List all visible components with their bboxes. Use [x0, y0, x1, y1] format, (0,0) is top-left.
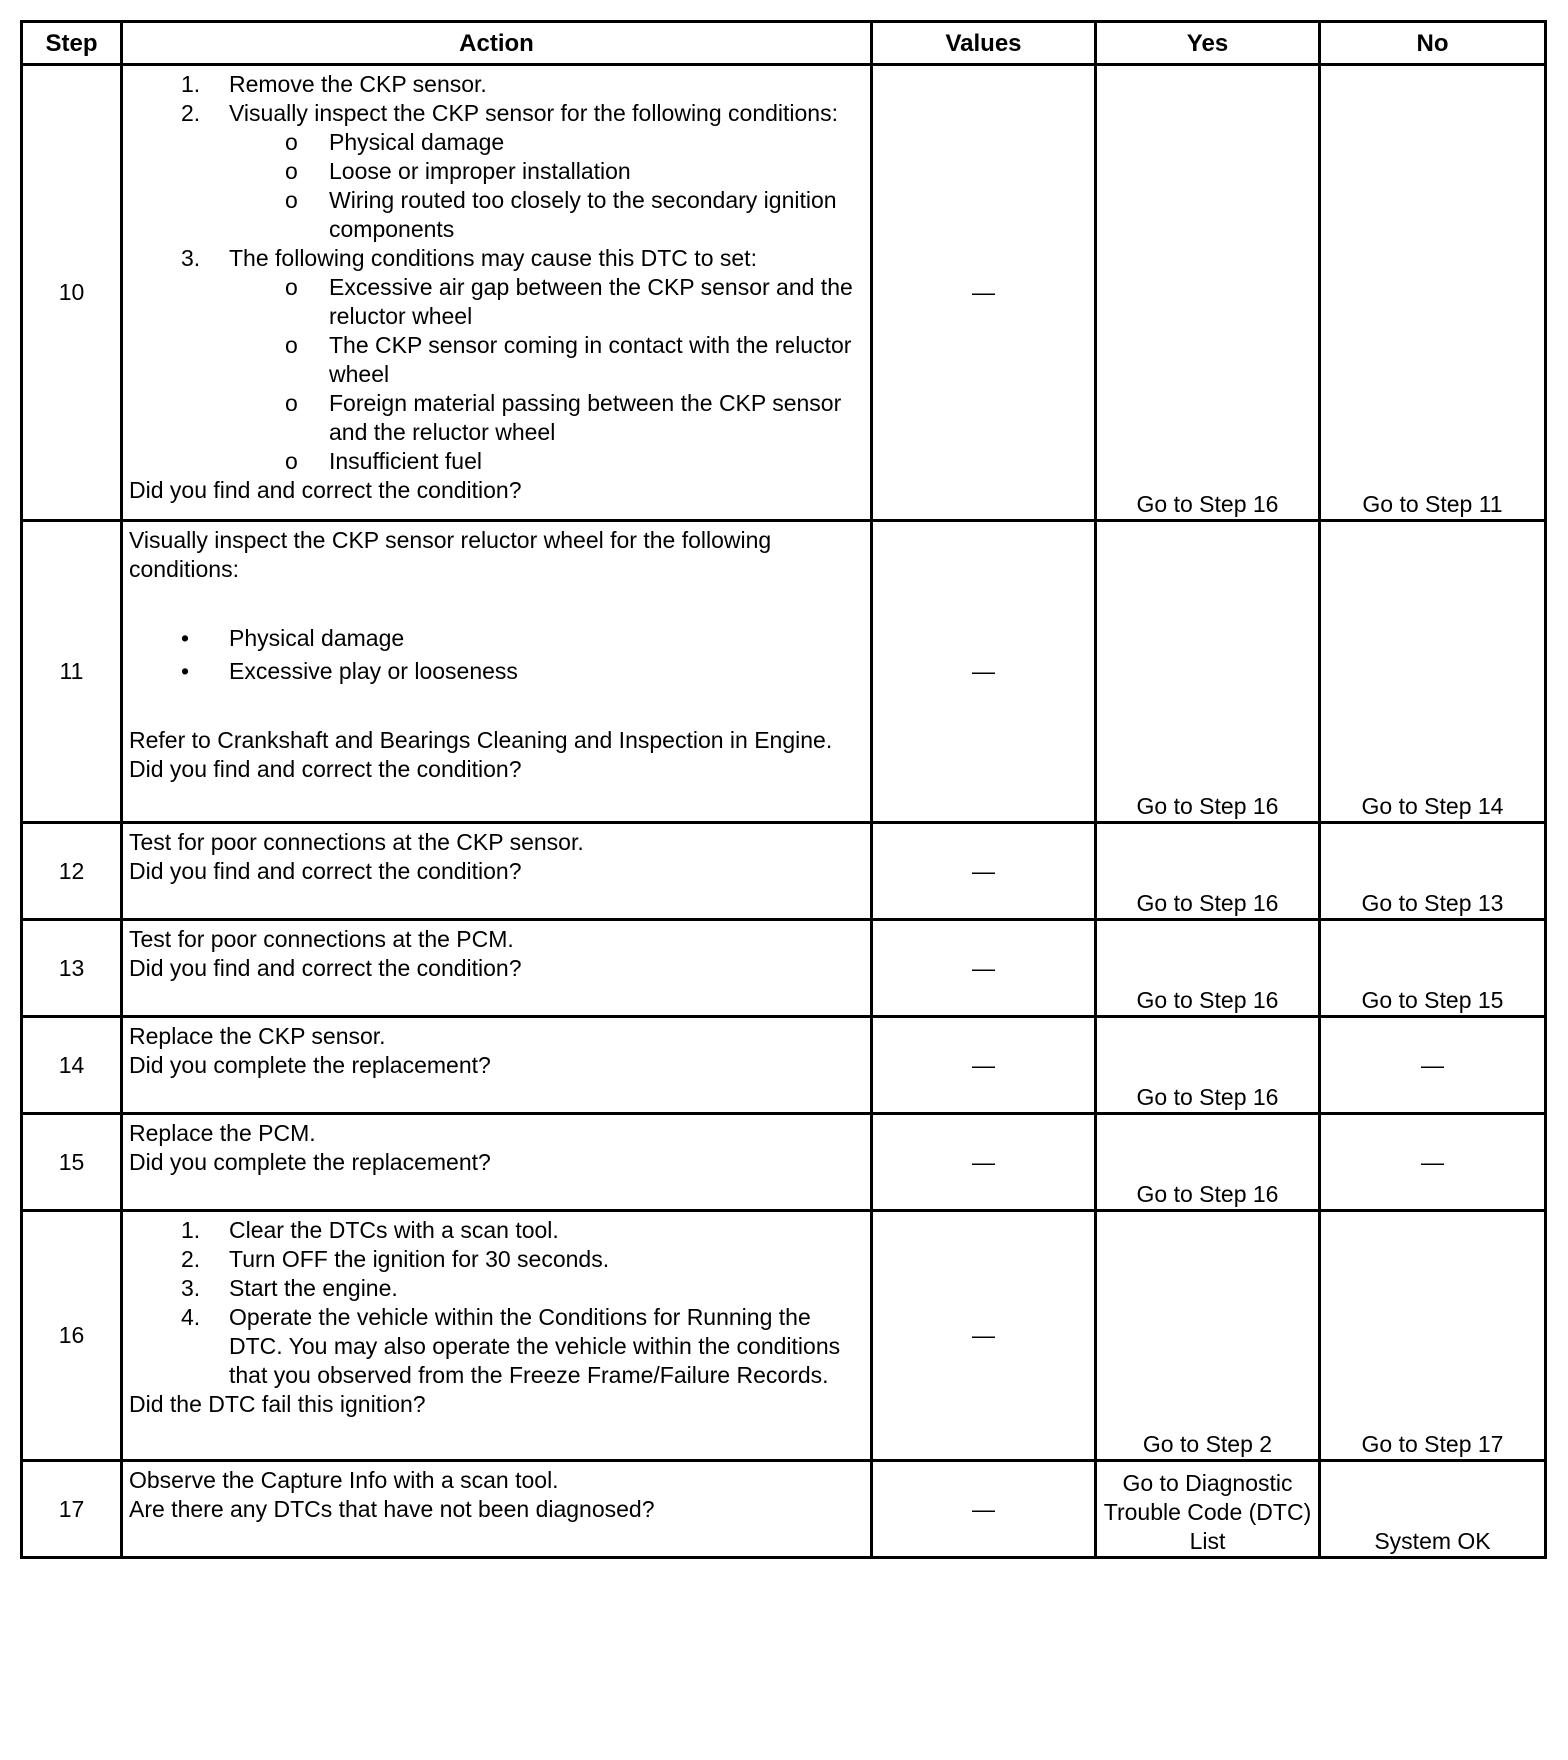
list-item — [129, 244, 864, 476]
sub-list — [229, 273, 864, 476]
list-text: Start the engine. — [229, 1275, 398, 1301]
yes-cell: Go to Step 16 — [1096, 65, 1320, 521]
list-item — [129, 624, 864, 653]
list-text: The CKP sensor coming in contact with the reluctor wheel — [329, 332, 852, 387]
numbered-list — [129, 70, 864, 476]
diagnostic-table — [20, 20, 1547, 1559]
list-number: 3. — [181, 1275, 201, 1301]
list-text: Wiring routed too closely to the secondary ignition components — [329, 187, 837, 242]
table-row — [22, 1461, 1546, 1558]
action-cell — [122, 521, 872, 823]
action-cell — [122, 1017, 872, 1114]
list-item — [129, 389, 864, 447]
values-cell: — — [872, 1017, 1096, 1114]
action-text: Test for poor connections at the PCM. — [129, 926, 514, 952]
circle-bullet-icon: o — [285, 187, 298, 213]
list-item — [129, 1245, 864, 1274]
list-item — [129, 70, 864, 99]
list-number: 2. — [181, 100, 201, 126]
list-text: Visually inspect the CKP sensor for the following conditions: — [229, 100, 838, 126]
list-item — [129, 1216, 864, 1245]
yes-cell: Go to Diagnostic Trouble Code (DTC) List — [1096, 1461, 1320, 1558]
action-text: Test for poor connections at the CKP sensor. — [129, 829, 584, 855]
question-text: Did you find and correct the condition? — [129, 858, 522, 884]
question-text: Are there any DTCs that have not been diagnosed? — [129, 1496, 655, 1522]
step-number: 17 — [22, 1461, 122, 1558]
list-text: Turn OFF the ignition for 30 seconds. — [229, 1246, 610, 1272]
list-item — [129, 128, 864, 157]
bullet-icon: • — [181, 625, 190, 651]
table-row — [22, 1114, 1546, 1211]
table-row — [22, 920, 1546, 1017]
no-cell: Go to Step 14 — [1320, 521, 1546, 823]
table-row — [22, 521, 1546, 823]
values-cell: — — [872, 823, 1096, 920]
list-text: Loose or improper installation — [329, 158, 631, 184]
yes-cell: Go to Step 16 — [1096, 521, 1320, 823]
list-number: 2. — [181, 1246, 201, 1272]
bullet-icon: • — [181, 658, 190, 684]
question-text: Did you find and correct the condition? — [129, 756, 522, 782]
header-action: Action — [122, 22, 872, 65]
list-item — [129, 157, 864, 186]
list-text: Physical damage — [229, 625, 405, 651]
list-item — [129, 1303, 864, 1390]
step-number: 10 — [22, 65, 122, 521]
action-text: Observe the Capture Info with a scan tool. — [129, 1467, 559, 1493]
yes-cell: Go to Step 16 — [1096, 1114, 1320, 1211]
step-number: 14 — [22, 1017, 122, 1114]
list-item — [129, 273, 864, 331]
action-cell — [122, 1114, 872, 1211]
action-cell — [122, 1461, 872, 1558]
yes-cell: Go to Step 16 — [1096, 920, 1320, 1017]
values-cell: — — [872, 1461, 1096, 1558]
list-text: Clear the DTCs with a scan tool. — [229, 1217, 559, 1243]
header-no: No — [1320, 22, 1546, 65]
numbered-list — [129, 1216, 864, 1390]
question-text: Did you complete the replacement? — [129, 1052, 491, 1078]
question-text: Did the DTC fail this ignition? — [129, 1391, 426, 1417]
values-cell: — — [872, 1114, 1096, 1211]
list-text: Foreign material passing between the CKP sensor and the reluctor wheel — [329, 390, 842, 445]
header-step: Step — [22, 22, 122, 65]
sub-list — [229, 128, 864, 244]
table-row — [22, 1017, 1546, 1114]
no-cell: Go to Step 17 — [1320, 1211, 1546, 1461]
circle-bullet-icon: o — [285, 448, 298, 474]
values-cell: — — [872, 521, 1096, 823]
step-number: 15 — [22, 1114, 122, 1211]
header-row — [22, 22, 1546, 65]
step-number: 11 — [22, 521, 122, 823]
list-text: Remove the CKP sensor. — [229, 71, 487, 97]
header-yes: Yes — [1096, 22, 1320, 65]
table-row — [22, 1211, 1546, 1461]
list-item — [129, 447, 864, 476]
action-cell — [122, 1211, 872, 1461]
bullet-list — [129, 624, 864, 686]
list-item — [129, 1274, 864, 1303]
list-item — [129, 657, 864, 686]
question-text: Did you find and correct the condition? — [129, 955, 522, 981]
action-cell — [122, 920, 872, 1017]
values-cell: — — [872, 1211, 1096, 1461]
action-text: Replace the PCM. — [129, 1120, 316, 1146]
yes-cell: Go to Step 2 — [1096, 1211, 1320, 1461]
list-item — [129, 186, 864, 244]
step-number: 12 — [22, 823, 122, 920]
circle-bullet-icon: o — [285, 332, 298, 358]
list-item — [129, 99, 864, 244]
no-cell: Go to Step 15 — [1320, 920, 1546, 1017]
table-row — [22, 65, 1546, 521]
values-cell: — — [872, 65, 1096, 521]
list-number: 4. — [181, 1304, 201, 1330]
values-cell: — — [872, 920, 1096, 1017]
list-text: Physical damage — [329, 129, 505, 155]
no-cell: — — [1320, 1114, 1546, 1211]
table-row — [22, 823, 1546, 920]
circle-bullet-icon: o — [285, 129, 298, 155]
step-number: 16 — [22, 1211, 122, 1461]
intro-text: Visually inspect the CKP sensor reluctor wheel for the following conditions: — [129, 527, 772, 582]
action-cell — [122, 823, 872, 920]
action-cell — [122, 65, 872, 521]
list-text: Insufficient fuel — [329, 448, 483, 474]
circle-bullet-icon: o — [285, 274, 298, 300]
reference-note: Refer to Crankshaft and Bearings Cleaning and Inspection in Engine. — [129, 727, 833, 753]
no-cell: Go to Step 13 — [1320, 823, 1546, 920]
circle-bullet-icon: o — [285, 158, 298, 184]
list-item — [129, 331, 864, 389]
no-cell: System OK — [1320, 1461, 1546, 1558]
yes-cell: Go to Step 16 — [1096, 1017, 1320, 1114]
step-number: 13 — [22, 920, 122, 1017]
yes-cell: Go to Step 16 — [1096, 823, 1320, 920]
list-number: 1. — [181, 71, 201, 97]
question-text: Did you complete the replacement? — [129, 1149, 491, 1175]
list-text: Excessive play or looseness — [229, 658, 518, 684]
list-number: 3. — [181, 245, 201, 271]
list-text: The following conditions may cause this DTC to set: — [229, 245, 757, 271]
no-cell: Go to Step 11 — [1320, 65, 1546, 521]
list-text: Operate the vehicle within the Conditions for Running the DTC. You may also operate the vehicle within the conditions that you observed from the Freeze Frame/Failure Records. — [229, 1304, 841, 1388]
list-text: Excessive air gap between the CKP sensor and the reluctor wheel — [329, 274, 853, 329]
circle-bullet-icon: o — [285, 390, 298, 416]
list-number: 1. — [181, 1217, 201, 1243]
question-text: Did you find and correct the condition? — [129, 477, 522, 503]
action-text: Replace the CKP sensor. — [129, 1023, 386, 1049]
header-values: Values — [872, 22, 1096, 65]
no-cell: — — [1320, 1017, 1546, 1114]
